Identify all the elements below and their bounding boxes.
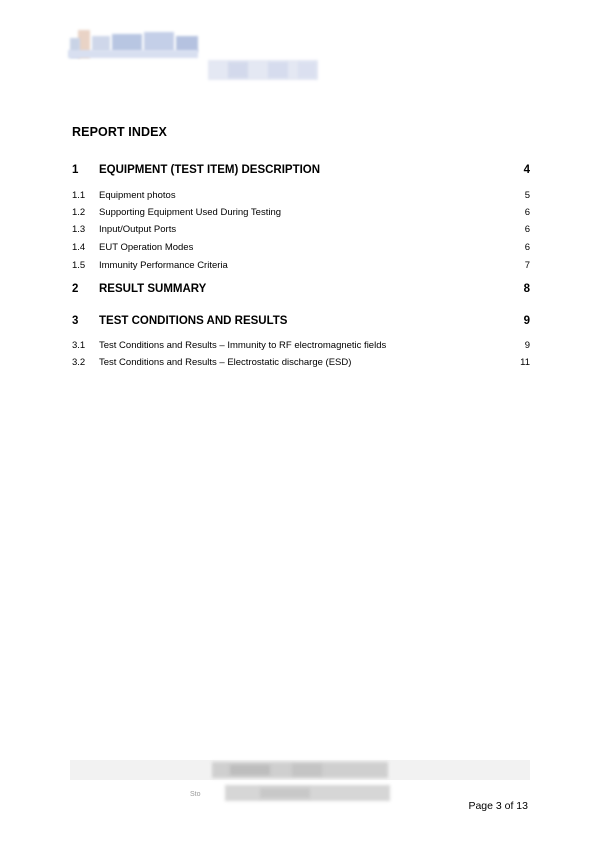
- company-logo: [68, 30, 328, 82]
- toc-title: EQUIPMENT (TEST ITEM) DESCRIPTION: [99, 164, 321, 176]
- footer-text: Sto: [190, 791, 201, 798]
- toc-entry-3-1[interactable]: [72, 337, 530, 353]
- toc-page: 6: [524, 241, 530, 253]
- toc-entry-1-4[interactable]: [72, 239, 530, 255]
- toc-page: 9: [523, 315, 530, 327]
- toc-page: 9: [524, 339, 530, 351]
- toc-page: 8: [523, 283, 530, 295]
- toc-number: 1.2: [72, 206, 86, 218]
- toc-entry-3[interactable]: [72, 313, 530, 329]
- toc-entry-1-3[interactable]: [72, 221, 530, 237]
- toc-number: 1.1: [72, 189, 86, 201]
- toc-title: Test Conditions and Results – Electrostatic discharge (ESD): [99, 356, 352, 368]
- toc-number: 3.2: [72, 356, 86, 368]
- toc-title: TEST CONDITIONS AND RESULTS: [99, 315, 288, 327]
- toc-title: Test Conditions and Results – Immunity to RF electromagnetic fields: [99, 339, 387, 351]
- toc-entry-1-1[interactable]: [72, 187, 530, 203]
- toc-page: 4: [523, 164, 530, 176]
- toc-entry-1[interactable]: [72, 162, 530, 178]
- toc-page: 5: [524, 189, 530, 201]
- toc-number: 1.5: [72, 259, 86, 271]
- toc-number: 3.1: [72, 339, 86, 351]
- toc-number: 1: [72, 164, 79, 176]
- toc-number: 1.4: [72, 241, 86, 253]
- toc-title: Supporting Equipment Used During Testing: [99, 206, 282, 218]
- toc-page: 6: [524, 223, 530, 235]
- toc-title: Equipment photos: [99, 189, 176, 201]
- toc-number: 2: [72, 283, 79, 295]
- toc-page: 6: [524, 206, 530, 218]
- toc-title: EUT Operation Modes: [99, 241, 194, 253]
- toc-number: 1.3: [72, 223, 86, 235]
- toc-title: Input/Output Ports: [99, 223, 177, 235]
- toc-page: 7: [524, 259, 530, 271]
- toc-entry-1-5[interactable]: [72, 257, 530, 273]
- toc-number: 3: [72, 315, 79, 327]
- toc-entry-1-2[interactable]: [72, 204, 530, 220]
- toc-title: Immunity Performance Criteria: [99, 259, 228, 271]
- toc-entry-2[interactable]: [72, 281, 530, 297]
- toc-page: 11: [520, 356, 530, 368]
- toc-title: RESULT SUMMARY: [99, 283, 207, 295]
- page-title: REPORT INDEX: [72, 125, 167, 139]
- toc-entry-3-2[interactable]: [72, 354, 530, 370]
- page-number: Page 3 of 13: [468, 800, 528, 812]
